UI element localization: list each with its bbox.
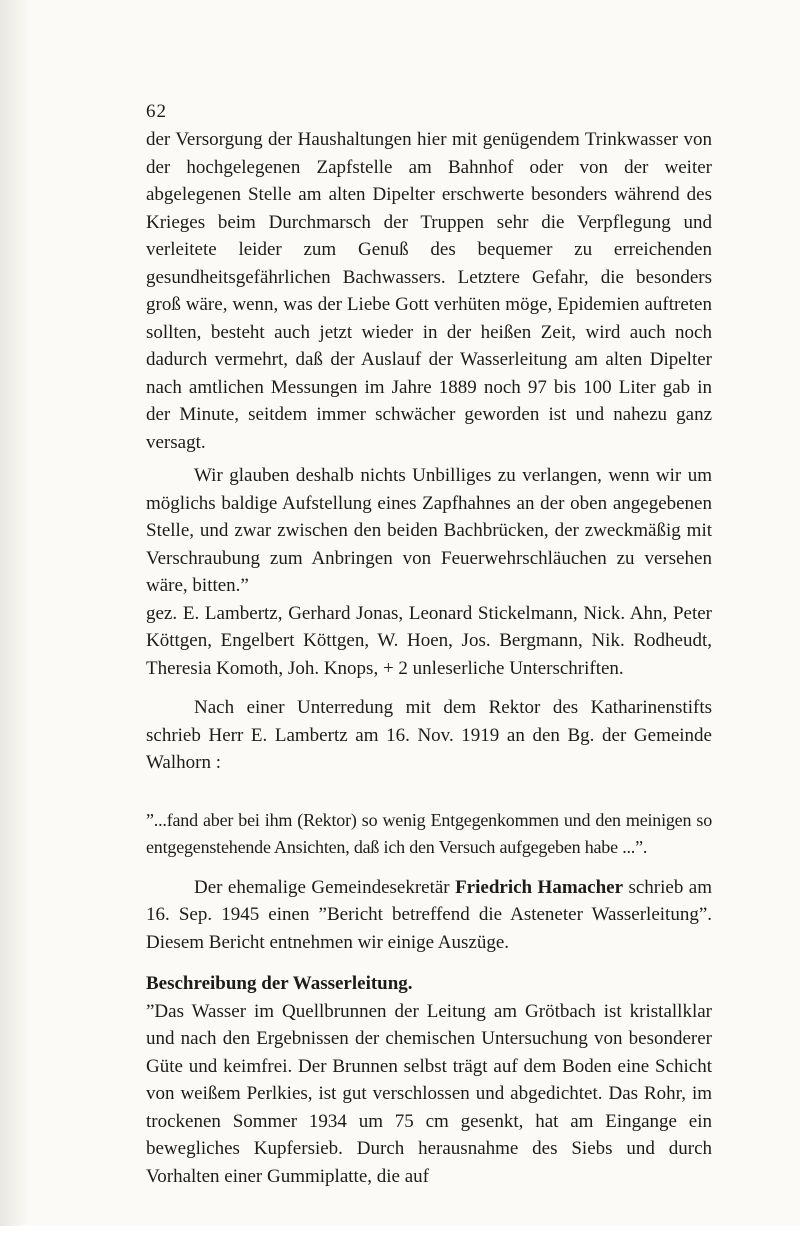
paragraph-lambertz-letter: Nach einer Unterredung mit dem Rektor des Katharinenstifts schrieb Herr E. Lambertz am 16. Nov. 1919 an den Bg. der Gemeinde Walhorn : [146, 697, 712, 773]
paragraph-quote: ”...fand aber bei ihm (Rektor) so wenig Entgegenkommen und den meinigen so entgegenstehende Ansichten, daß ich den Versuch aufgegeben habe ...”. [146, 809, 712, 857]
author-name: Friedrich Hamacher [455, 876, 624, 898]
paragraph-hamacher-report [146, 874, 712, 957]
paragraph-water-supply: der Versorgung der Haushaltungen hier mit genügendem Trinkwasser von der hochgelegenen Zapfstelle am Bahnhof oder von der weiter abgelegenen Stelle am alten Dipelter erschwerte besonders während des Krieges beim Durchmarsch der Truppen sehr die Verpflegung und verleitete leider zum Genuß des bequemer zu erreichenden gesundheitsgefährlichen Bachwassers. Letztere Gefahr, die besonders groß wäre, wenn, was der Liebe Gott verhüten möge, Epidemien auftreten sollten, besteht auch jetzt wieder in der heißen Zeit, wird auch noch dadurch vermehrt, daß der Auslauf der Wasserleitung am alten Dipelter nach amtlichen Messungen im Jahre 1889 noch 97 bis 100 Liter gab in der Minute, seitdem immer schwächer geworden ist und nahezu ganz versagt. [146, 129, 712, 453]
page-number: 62 [146, 101, 167, 122]
section-heading: Beschreibung der Wasserleitung. [146, 973, 413, 994]
paragraph-signatures: gez. E. Lambertz, Gerhard Jonas, Leonard Stickelmann, Nick. Ahn, Peter Köttgen, Engelbert Köttgen, W. Hoen, Jos. Bergmann, Nik. Rodheudt, Theresia Komoth, Joh. Knops, + 2 unleserliche Unterschriften. [146, 602, 712, 679]
paragraph-description: ”Das Wasser im Quellbrunnen der Leitung am Grötbach ist kristallklar und nach den Ergebnissen der chemischen Untersuchung von besonderer Güte und keimfrei. Der Brunnen selbst trägt auf dem Boden eine Schicht von weißem Perlkies, ist gut verschlossen und abgedichtet. Das Rohr, im trockenen Sommer 1934 um 75 cm gesenkt, hat am Eingange ein bewegliches Kupfersieb. Durch herausnahme des Siebs und durch Vorhalten einer Gummiplatte, die auf [146, 1000, 712, 1187]
page-gutter-shadow [0, 0, 28, 1226]
hamacher-rest: schrieb am 16. Sep. 1945 einen ”Bericht betreffend die Asteneter Wasserleitung”. Diesem Bericht entnehmen wir einige Auszüge. [146, 876, 712, 953]
paragraph-request: Wir glauben deshalb nichts Unbilliges zu verlangen, wenn wir um möglichs baldige Aufstellung eines Zapfhahnes an der oben angegebenen Stelle, und zwar zwischen den beiden Bachbrücken, der zweckmäßig mit Verschraubung zum Anbringen von Feuerwehrschläuchen zu versehen wäre, bitten.” [146, 465, 712, 596]
hamacher-intro: Der ehemalige Gemeindesekretär [194, 876, 456, 898]
page-text [146, 98, 712, 1190]
page-bottom-edge [0, 1226, 800, 1236]
